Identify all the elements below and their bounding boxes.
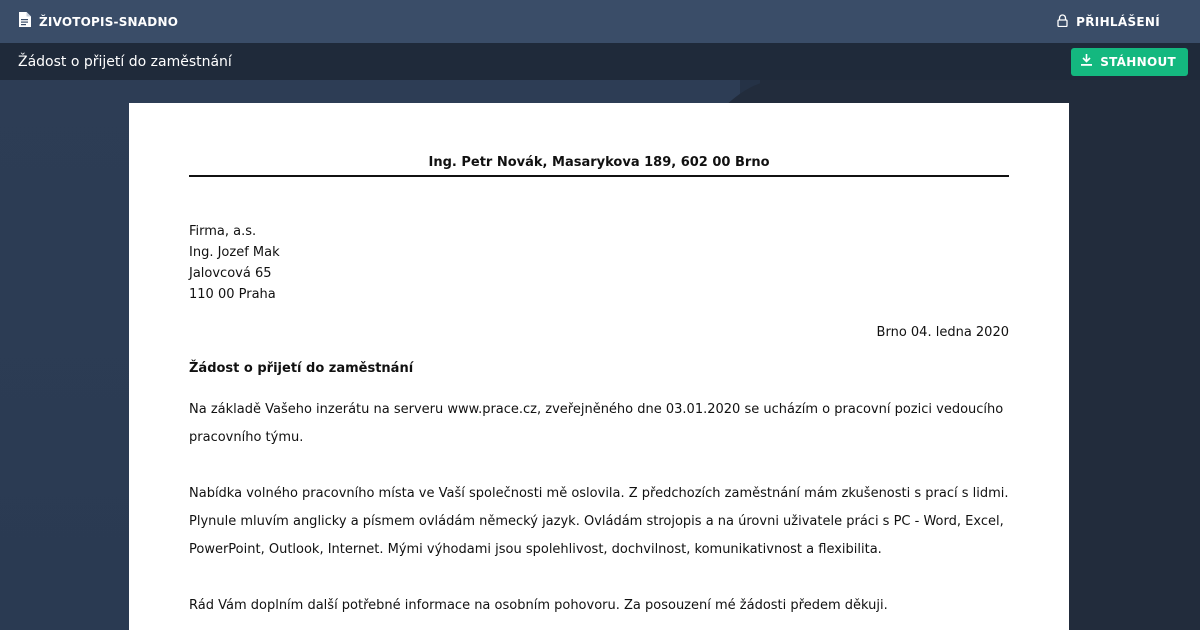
letterhead: Ing. Petr Novák, Masarykova 189, 602 00 Brno [189,155,1009,177]
document-toolbar [0,43,1200,80]
letter-document [129,103,1069,630]
top-navbar [0,0,1200,43]
download-icon [1081,54,1092,69]
login-link[interactable] [1057,12,1160,31]
document-title: Žádost o přijetí do zaměstnání [18,53,232,70]
brand-logo[interactable] [18,12,178,31]
document-icon [18,12,31,31]
brand-name: ŽIVOTOPIS-SNADNO [39,14,179,29]
letter-paragraph: Rád Vám doplním další potřebné informace na osobním pohovoru. Za posouzení mé žádosti předem děkuji. [189,598,888,613]
letter-subject: Žádost o přijetí do zaměstnání [189,361,414,376]
letter-date: Brno 04. ledna 2020 [876,325,1009,340]
login-label: PŘIHLÁŠENÍ [1076,14,1160,29]
letter-paragraph: Nabídka volného pracovního místa ve Vaší společnosti mě oslovila. Z předchozích zaměstnání mám zkušenosti s prací s lidmi. Plynule mluvím anglicky a písmem ovládám německý jazyk. Ovládám strojopis a na úrovni uživatele práci s PC - Word, Excel, PowerPoint, Outlook, Internet. Mými výhodami jsou spolehlivost, dochvilnost, komunikativnost a flexibilita. [189,486,1009,557]
letter-paragraph: Na základě Vašeho inzerátu na serveru www.prace.cz, zveřejněného dne 03.01.2020 se ucházím o pracovní pozici vedoucího pracovního týmu. [189,402,1004,445]
recipient-line: Firma, a.s. [189,224,257,239]
recipient-address [189,221,1009,305]
lock-icon [1057,12,1068,31]
recipient-line: Ing. Jozef Mak [189,245,280,260]
recipient-line: 110 00 Praha [189,287,276,302]
recipient-line: Jalovcová 65 [189,266,272,281]
download-button[interactable] [1071,48,1188,76]
download-label: STÁHNOUT [1100,54,1176,69]
